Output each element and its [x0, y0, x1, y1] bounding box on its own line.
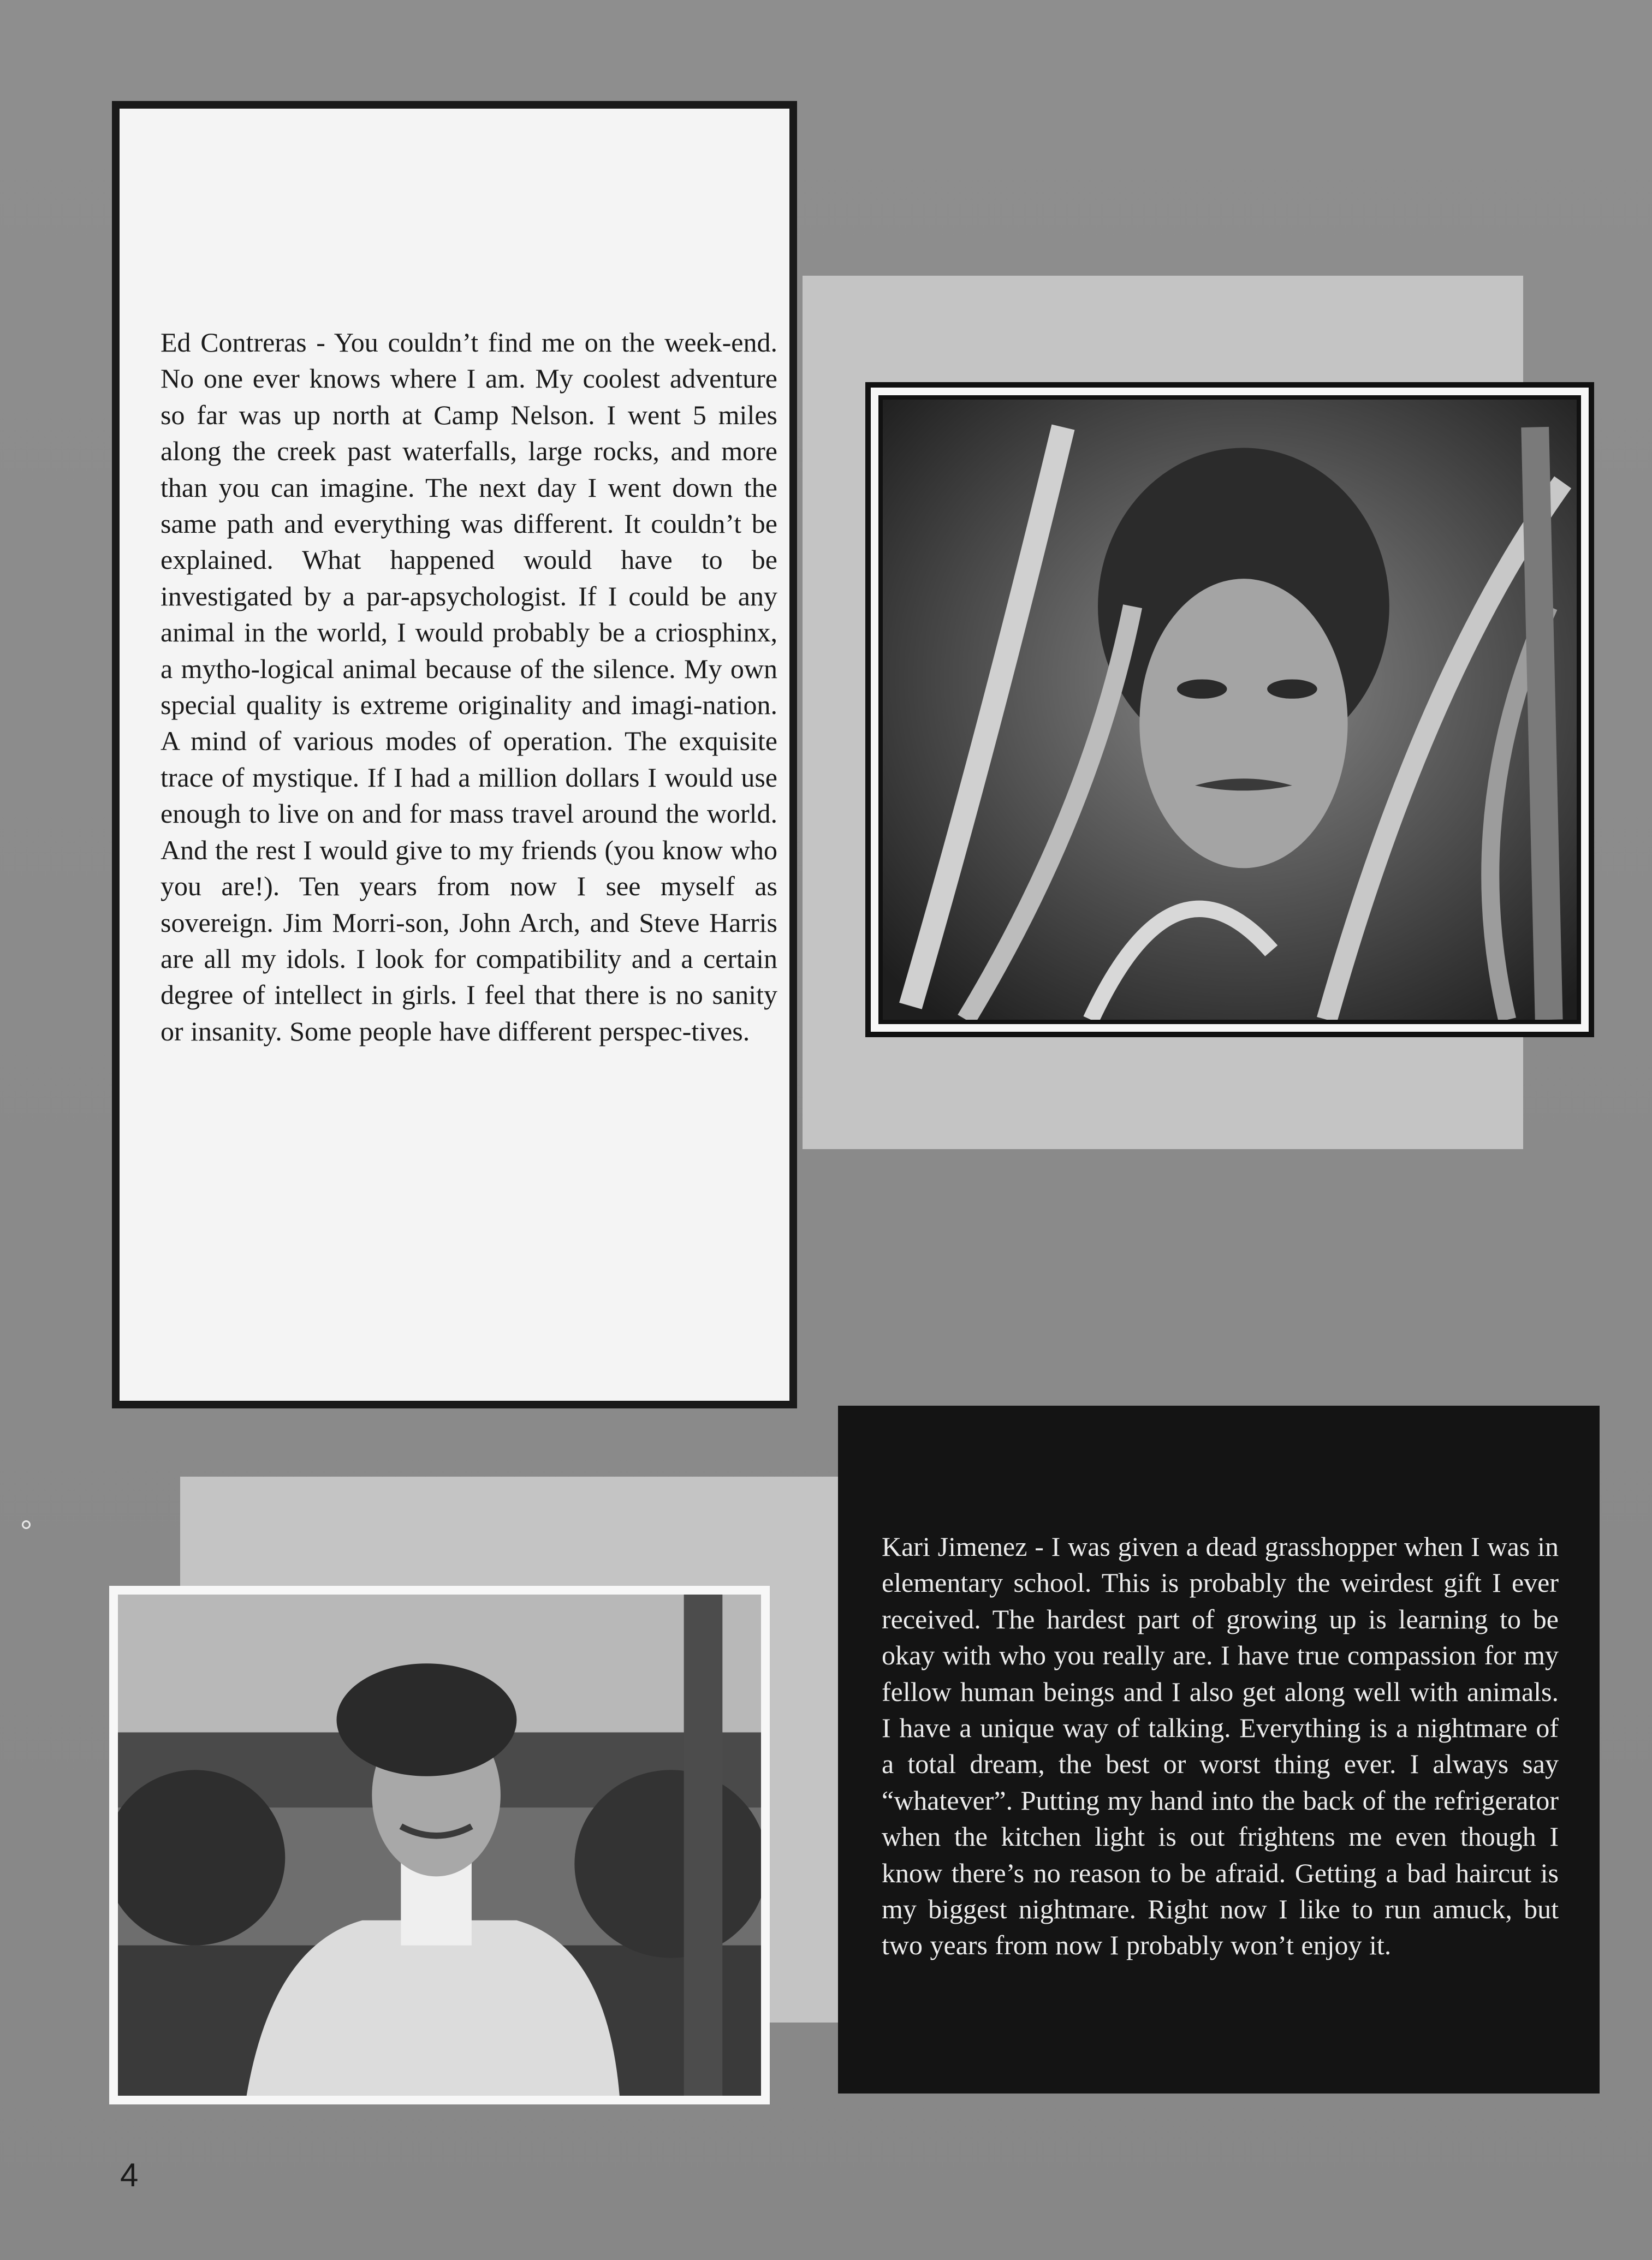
kari-profile-card — [838, 1406, 1600, 2094]
paper-speck — [22, 1520, 31, 1529]
page-number: 4 — [120, 2157, 139, 2193]
ed-portrait-photo — [878, 395, 1581, 1024]
ed-profile-text: Ed Contreras - You couldn’t find me on the week-end. No one ever knows where I am. My coolest adventure so far was up north at Camp Nelson. I went 5 miles along the creek past waterfalls, large rocks, and more than you can imagine. The next day I went down the same path and everything was different. It couldn’t be explained. What happened would have to be investigated by a par-apsychologist. If I could be any animal in the world, I would probably be a criosphinx, a mytho-logical animal because of the silence. My own special quality is extreme originality and imagi-nation. A mind of various modes of operation. The exquisite trace of mystique. If I had a million dollars I would use enough to live on and for mass travel around the world. And the rest I would give to my friends (you know who you are!). Ten years from now I see myself as sovereign. Jim Morri-son, John Arch, and Steve Harris are all my idols. I look for compatibility and a certain degree of intellect in girls. I feel that there is no sanity or insanity. Some people have different perspec-tives. — [161, 327, 777, 1046]
kari-portrait-frame — [109, 1586, 770, 2104]
ed-profile-card — [112, 101, 797, 1408]
ed-portrait-frame — [865, 382, 1594, 1037]
kari-profile-text: Kari Jimenez - I was given a dead grasshopper when I was in elementary school. This is probably the weirdest gift I ever received. The hardest part of growing up is learning to be okay with who you really are. I have true compassion for my fellow human beings and I also get along well with animals. I have a unique way of talking. Everything is a nightmare of a total dream, the best or worst thing ever. I always say “whatever”. Putting my hand into the back of the refrigerator when the kitchen light is out frightens me even though I know there’s no reason to be afraid. Getting a bad haircut is my biggest nightmare. Right now I like to run amuck, but two years from now I probably won’t enjoy it. — [882, 1531, 1559, 1961]
kari-portrait-photo — [118, 1595, 761, 2096]
